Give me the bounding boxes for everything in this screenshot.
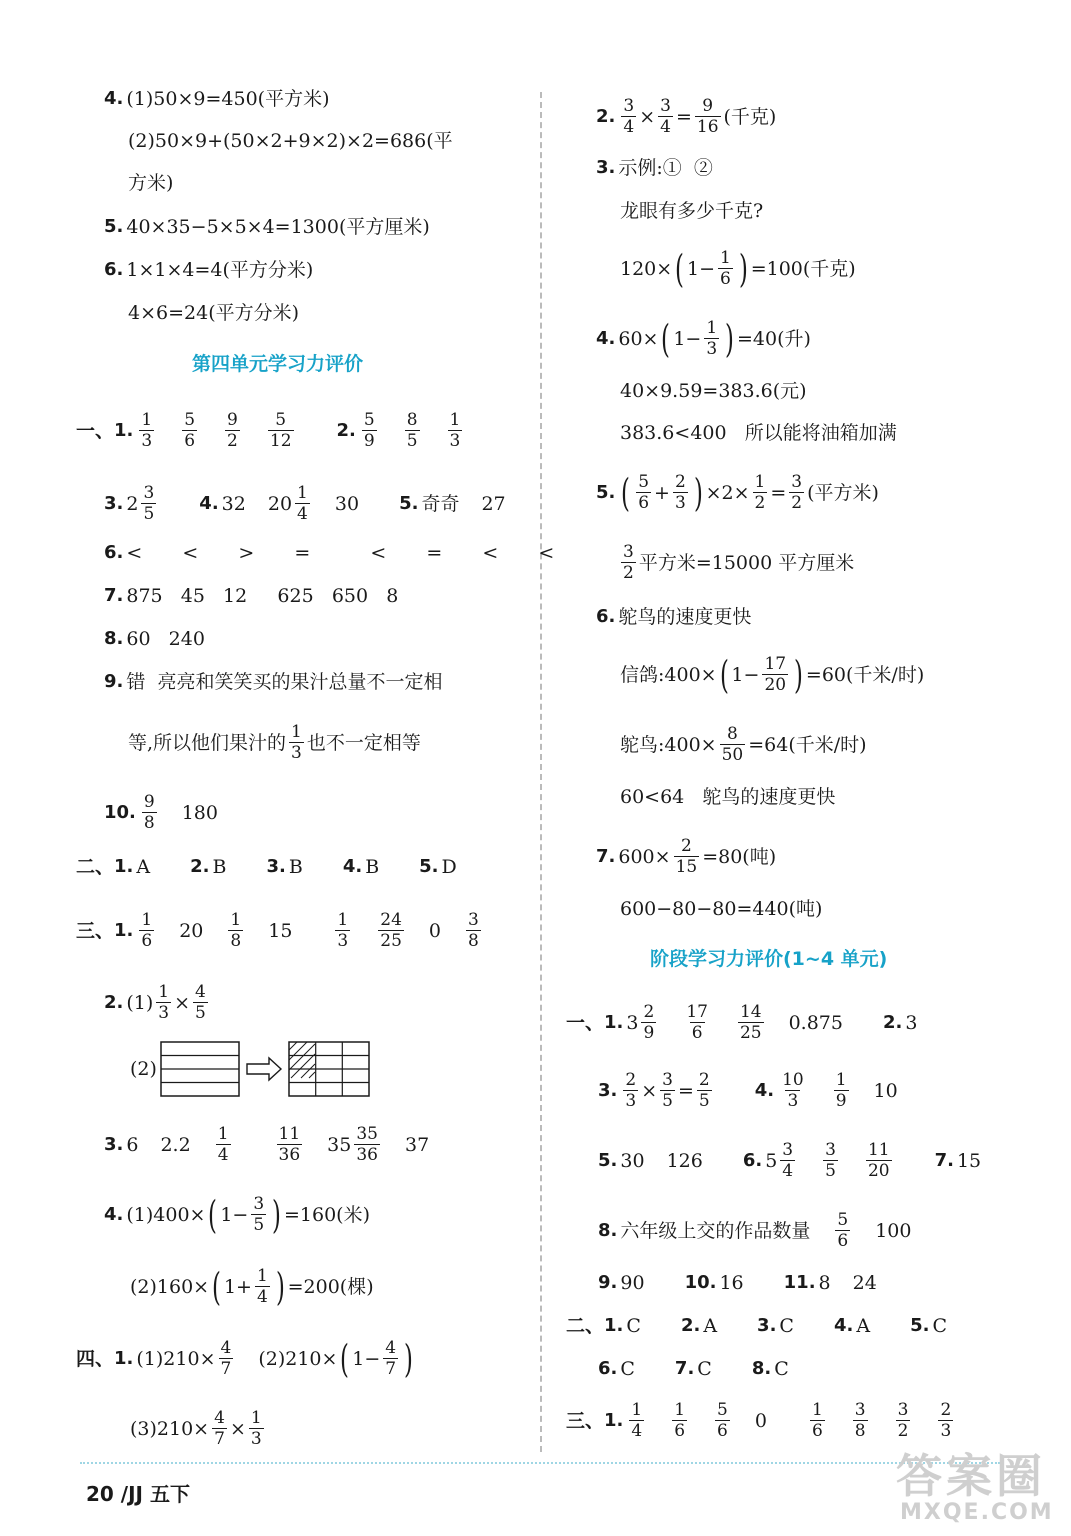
answer-text: 875 45 12 625 650 8 (126, 585, 399, 607)
fraction: $\frac{3}{8}$ (467, 910, 479, 951)
answer-text: 平方米=15000 平方厘米 (638, 551, 855, 574)
section-number: 一、 (76, 419, 115, 442)
item-number: 1. (114, 856, 134, 877)
answer-text: 1×1×4=4(平方分米) (126, 259, 314, 281)
fraction: $\frac{2}{3}$ (674, 472, 686, 513)
fraction: $\frac{5}{6}$ (717, 1400, 728, 1441)
answer-text: 126 (666, 1149, 703, 1172)
answer-text: 37 (404, 1133, 430, 1156)
item-number: 1. (114, 419, 134, 441)
item-number: 8. (104, 628, 124, 649)
answer-text: 1− (731, 663, 760, 686)
item-number: 8. (751, 1358, 772, 1379)
item-number: 6. (742, 1149, 763, 1171)
item-number: 7. (596, 845, 616, 867)
right-s3-q1 (566, 1400, 956, 1441)
item-number: 2. (336, 419, 356, 441)
answer-text: 60× (618, 327, 659, 350)
right-q2: 2. $\frac{3}{4}$ × $\frac{3}{4}$ = $\frac{9}{16}$ (千克) (596, 96, 777, 137)
answer-text: 3 (905, 1011, 918, 1034)
section-number: 二、 (76, 856, 115, 878)
section-heading-stage: 阶段学习力评价(1~4 单元) (650, 948, 888, 970)
answer-text: C (626, 1315, 641, 1337)
fraction: $\frac{3}{5}$ (662, 1070, 673, 1111)
fraction: $\frac{1}{4}$ (297, 483, 308, 524)
answer-text: 2 (126, 492, 139, 515)
answer-text: 35 (327, 1133, 352, 1156)
left-q4-line2 (128, 128, 453, 154)
fraction: $\frac{9}{16}$ (696, 96, 719, 137)
answer-text: B (212, 856, 227, 878)
fraction: $\frac{1}{3}$ (291, 722, 302, 763)
answer-text: 0.875 (788, 1011, 843, 1034)
watermark-logo (896, 1440, 1054, 1525)
answer-text: A (856, 1315, 871, 1337)
watermark-url: MXQE.COM (900, 1500, 1054, 1525)
answer-text: 1− (220, 1203, 249, 1226)
answer-text: 六年级上交的作品数量 (620, 1219, 811, 1242)
item-number: 6. (104, 259, 124, 280)
left-s1-q8 (104, 626, 205, 652)
answer-text: =80(吨) (702, 845, 777, 868)
item-number: 4. (342, 856, 363, 877)
item-number: 7. (674, 1358, 695, 1379)
answer-text: 示例:① ② (618, 157, 713, 179)
right-q3-line3: 120× ( 1− $\frac{1}{6}$ ) =100(千克) (620, 246, 856, 291)
fraction: $\frac{1}{3}$ (449, 410, 461, 451)
fraction: $\frac{24}{25}$ (380, 910, 402, 951)
left-s3-q4a: 4. (1)400× ( 1− $\frac{3}{5}$ ) =160(米) (104, 1192, 370, 1237)
item-number: 3. (104, 1133, 124, 1155)
item-number: 2. (680, 1315, 701, 1336)
fraction: $\frac{17}{20}$ (764, 654, 787, 695)
section-heading-unit4: 第四单元学习力评价 (192, 353, 364, 375)
answer-text: 40×9.59=383.6(元) (620, 380, 807, 402)
column-divider (540, 92, 542, 1452)
answer-text: 10 (873, 1079, 898, 1102)
left-s1-q1 (76, 410, 465, 451)
item-number: 1. (114, 919, 134, 941)
item-number: 7. (104, 585, 124, 606)
fraction: $\frac{1}{4}$ (256, 1266, 268, 1307)
item-number: 4. (199, 492, 219, 514)
fraction: $\frac{5}{12}$ (269, 410, 292, 451)
fraction: $\frac{2}{15}$ (675, 836, 698, 877)
fraction: $\frac{5}{9}$ (363, 410, 375, 451)
fraction: $\frac{3}{4}$ (782, 1140, 794, 1181)
answer-text: (1)210× (136, 1347, 216, 1370)
fraction: $\frac{3}{8}$ (854, 1400, 866, 1441)
left-s3-q3 (104, 1124, 429, 1165)
section-number: 一、 (566, 1011, 605, 1034)
answer-text: 鸵鸟的速度更快 (618, 606, 752, 628)
section-number: 二、 (566, 1315, 605, 1337)
right-s2-row1 (566, 1313, 947, 1339)
answer-text: 1− (352, 1347, 381, 1370)
fraction: $\frac{4}{7}$ (220, 1338, 232, 1379)
fraction: $\frac{17}{6}$ (686, 1002, 708, 1043)
fraction: $\frac{1}{8}$ (230, 910, 242, 951)
footer-rule (80, 1462, 1000, 1464)
fraction: $\frac{4}{5}$ (195, 982, 206, 1023)
answer-text: 15 (956, 1149, 982, 1172)
fraction: $\frac{10}{3}$ (782, 1070, 804, 1111)
fraction: $\frac{9}{8}$ (143, 792, 155, 833)
item-number: 4. (104, 88, 124, 109)
right-q4: 4. 60× ( 1− $\frac{1}{3}$ ) =40(升) (596, 316, 811, 361)
answer-text: 600−80−80=440(吨) (620, 898, 823, 920)
fraction: $\frac{2}{3}$ (940, 1400, 952, 1441)
answer-text: 0 (428, 919, 441, 942)
right-q5-line2 (618, 542, 854, 583)
right-q3-line2 (620, 198, 763, 224)
right-q4-line3 (620, 420, 897, 446)
fraction: $\frac{8}{50}$ (721, 724, 744, 765)
fraction: $\frac{1}{6}$ (141, 910, 153, 951)
answer-text: 龙眼有多少千克? (620, 200, 764, 222)
item-number: 5. (910, 1315, 930, 1336)
answer-text: 3 (626, 1011, 639, 1034)
right-s1-q1 (566, 1002, 917, 1043)
left-s4-q1c (130, 1408, 267, 1449)
answer-text: 1+ (223, 1275, 252, 1298)
fraction: $\frac{3}{5}$ (143, 483, 155, 524)
item-number: 1. (604, 1315, 624, 1336)
item-number: 1. (604, 1011, 624, 1033)
item-number: 3. (104, 492, 124, 514)
answer-text: =60(千米/时) (805, 663, 925, 686)
answer-text: 等,所以他们果汁的 (128, 731, 287, 754)
item-number: 4. (833, 1315, 854, 1336)
item-number: 6. (104, 542, 124, 563)
answer-text: C (779, 1315, 794, 1337)
answer-text: (2)210× (258, 1347, 338, 1370)
answer-text: 信鸽:400× (620, 663, 717, 686)
fraction: $\frac{2}{3}$ (625, 1070, 637, 1111)
fraction: $\frac{2}{5}$ (698, 1070, 710, 1111)
answer-text: (3)210× (130, 1417, 210, 1440)
answer-text: A (703, 1315, 718, 1337)
fraction: $\frac{4}{7}$ (214, 1408, 225, 1449)
answer-text: B (365, 856, 380, 878)
answer-text: × (229, 1417, 246, 1440)
answer-text: 16 (719, 1272, 744, 1294)
fraction: $\frac{1}{3}$ (250, 1408, 262, 1449)
answer-text: =100(千克) (750, 257, 856, 280)
right-q3 (596, 155, 713, 181)
right-q7 (596, 836, 776, 877)
answer-text: (1)400× (126, 1203, 206, 1226)
fraction: $\frac{4}{7}$ (385, 1338, 397, 1379)
answer-text: 5 (765, 1149, 778, 1172)
item-number: 3. (757, 1315, 777, 1336)
answer-text: 奇奇 (421, 492, 460, 515)
fraction: $\frac{8}{5}$ (406, 410, 418, 451)
left-q4-line1 (104, 86, 329, 112)
left-s1-q7 (104, 583, 398, 609)
answer-text: 180 (181, 801, 218, 824)
left-s1-q9-line2 (128, 722, 421, 763)
answer-text: 24 (852, 1272, 877, 1294)
answer-text: =160(米) (283, 1203, 370, 1226)
answer-text: 40×35−5×5×4=1300(平方厘米) (126, 216, 430, 238)
item-number: 5. (596, 481, 616, 503)
answer-text: 1− (673, 327, 702, 350)
answer-text: 1− (687, 257, 716, 280)
left-s2 (76, 854, 457, 880)
answer-text: (1)50×9=450(平方米) (126, 88, 330, 110)
answer-text: =64(千米/时) (748, 733, 867, 756)
item-number: 6. (598, 1358, 618, 1379)
fraction: $\frac{3}{2}$ (623, 542, 634, 583)
right-q6-line4 (620, 784, 835, 810)
fraction: $\frac{1}{9}$ (835, 1070, 847, 1111)
left-s1-q10 (104, 792, 218, 833)
item-number: 5. (399, 492, 419, 514)
answer-text: 也不一定相等 (306, 731, 421, 754)
answer-text: A (136, 856, 151, 878)
fraction: $\frac{11}{20}$ (867, 1140, 890, 1181)
item-number: 3. (598, 1079, 618, 1101)
section-number: 四、 (76, 1347, 115, 1370)
answer-text: C (774, 1358, 789, 1380)
answer-text: (1) (126, 991, 154, 1014)
fraction: $\frac{1}{4}$ (217, 1124, 229, 1165)
item-number: 2. (190, 856, 210, 877)
fraction: $\frac{1}{2}$ (754, 472, 766, 513)
answer-text: C (932, 1315, 947, 1337)
answer-text: 2.2 (160, 1133, 191, 1156)
item-number: 1. (604, 1409, 624, 1431)
item-number: 7. (934, 1149, 954, 1171)
fraction: $\frac{3}{4}$ (623, 96, 635, 137)
left-s1-q9 (104, 669, 442, 695)
answer-text: 15 (268, 919, 293, 942)
fraction: $\frac{1}{3}$ (158, 982, 170, 1023)
item-number: 2. (596, 105, 616, 127)
answer-text: (2) (130, 1058, 157, 1080)
answer-text: 27 (481, 492, 506, 515)
right-s1-q5-q7 (598, 1140, 981, 1181)
item-number: 5. (419, 856, 439, 877)
item-number: 1. (114, 1347, 134, 1369)
left-s3-q2-diagram (130, 1040, 399, 1098)
right-q6 (596, 604, 751, 630)
answer-text: D (441, 856, 457, 878)
answer-text: (千克) (723, 105, 777, 128)
section-number: 三、 (566, 1409, 605, 1432)
fraction: $\frac{5}{6}$ (837, 1210, 849, 1251)
fraction: $\frac{9}{2}$ (227, 410, 238, 451)
answer-text: 100 (875, 1219, 912, 1242)
answer-text: (平方米) (807, 481, 879, 504)
item-number: 9. (104, 671, 124, 692)
item-number: 4. (596, 327, 616, 349)
answer-text: 20 (179, 919, 204, 942)
fraction: $\frac{14}{25}$ (739, 1002, 762, 1043)
answer-text: C (620, 1358, 635, 1380)
right-s1-q8 (598, 1210, 911, 1251)
right-q7-line2 (620, 896, 822, 922)
section-number: 三、 (76, 919, 115, 942)
fraction: $\frac{3}{2}$ (791, 472, 803, 513)
fraction: $\frac{5}{6}$ (638, 472, 650, 513)
answer-text: 60<64 鸵鸟的速度更快 (620, 786, 836, 808)
answer-text: × (639, 105, 656, 128)
answer-text: 4×6=24(平方分米) (128, 302, 300, 324)
answer-text: + (654, 481, 670, 504)
answer-text: C (697, 1358, 712, 1380)
answer-text: 30 (620, 1149, 645, 1172)
fraction: $\frac{1}{6}$ (674, 1400, 686, 1441)
item-number: 4. (104, 1203, 124, 1225)
left-s3-q4b: (2)160× ( 1+ $\frac{1}{4}$ ) =200(棵) (130, 1264, 374, 1309)
answer-text: (2)160× (130, 1275, 210, 1298)
page-label: 20 /JJ 五下 (86, 1482, 190, 1506)
answer-text: ×2× (705, 481, 750, 504)
item-number: 10. (684, 1272, 717, 1293)
left-q5 (104, 214, 430, 240)
right-q4-line2 (620, 378, 807, 404)
left-s3-q2 (104, 982, 211, 1023)
watermark-text: 答案圈 (896, 1449, 1046, 1503)
left-q4-line3 (128, 170, 173, 196)
right-q6-line3 (620, 724, 867, 765)
answer-text: 20 (267, 492, 293, 515)
fraction: $\frac{5}{6}$ (184, 410, 196, 451)
item-number: 5. (598, 1149, 618, 1171)
answer-text: 60 240 (126, 628, 205, 650)
left-s4-q1: 四、 1. (1)210× $\frac{4}{7}$ (2)210× ( 1− $\frac{4}{7}$ ) (76, 1336, 413, 1381)
answer-text: × (174, 991, 191, 1014)
answer-text: =40(升) (736, 327, 811, 350)
fraction: $\frac{1}{4}$ (631, 1400, 643, 1441)
left-s3-q1 (76, 910, 484, 951)
answer-text: 32 (221, 492, 246, 515)
answer-text: 383.6<400 所以能将油箱加满 (620, 422, 897, 444)
fraction: $\frac{3}{4}$ (660, 96, 671, 137)
item-number: 4. (754, 1079, 775, 1101)
item-number: 2. (104, 991, 124, 1013)
answer-text: 0 (754, 1409, 767, 1432)
answer-text: 8 (818, 1272, 831, 1294)
answer-text: =200(棵) (287, 1275, 374, 1298)
right-s1-q9-q11 (598, 1270, 877, 1296)
item-number: 3. (596, 157, 616, 178)
fraction: $\frac{1}{3}$ (141, 410, 153, 451)
fraction: $\frac{1}{3}$ (706, 318, 718, 359)
answer-text: 方米) (128, 172, 174, 194)
fraction: $\frac{3}{5}$ (825, 1140, 836, 1181)
item-number: 3. (266, 856, 286, 877)
fraction: $\frac{1}{3}$ (337, 910, 349, 951)
answer-text: 120× (620, 257, 673, 280)
fraction: $\frac{1}{6}$ (811, 1400, 823, 1441)
answer-text: 90 (620, 1272, 645, 1294)
answer-text: 错 亮亮和笑笑买的果汁总量不一定相 (126, 671, 443, 693)
answer-text: 鸵鸟:400× (620, 733, 717, 756)
fraction: $\frac{1}{6}$ (720, 248, 731, 289)
answer-text: 6 (126, 1133, 139, 1156)
left-s1-q3-q5 (104, 483, 506, 524)
fraction: $\frac{11}{36}$ (278, 1124, 301, 1165)
fraction: $\frac{2}{9}$ (643, 1002, 655, 1043)
right-q6-line2: 信鸽:400× ( 1− $\frac{17}{20}$ ) =60(千米/时) (620, 652, 925, 697)
answer-text: 30 (334, 492, 360, 515)
answer-text: × (641, 1079, 658, 1102)
item-number: 5. (104, 216, 124, 237)
item-number: 8. (598, 1219, 618, 1241)
right-s2-row2 (598, 1356, 789, 1382)
right-s1-q3-q4: 3. $\frac{2}{3}$ × $\frac{3}{5}$ = $\frac{2}{5}$ 4. $\frac{10}{3}$ $\frac{1}{9}$ 10 (598, 1070, 898, 1111)
left-s1-q6 (104, 540, 554, 566)
answer-text: < < > = < = < < (126, 542, 555, 564)
left-q6 (104, 257, 313, 283)
item-number: 9. (598, 1272, 618, 1293)
fraction-diagram (159, 1040, 399, 1098)
item-number: 10. (104, 801, 136, 823)
fraction: $\frac{35}{36}$ (356, 1124, 378, 1165)
item-number: 6. (596, 606, 616, 627)
answer-text: 600× (618, 845, 671, 868)
right-q5: 5. ( $\frac{5}{6}$ + $\frac{2}{3}$ ) ×2× $\frac{1}{2}$ = $\frac{3}{2}$ (平方米) (596, 470, 879, 515)
item-number: 11. (783, 1272, 816, 1293)
fraction: $\frac{3}{5}$ (253, 1194, 265, 1235)
item-number: 2. (883, 1011, 903, 1033)
left-q6-line2 (128, 300, 299, 326)
fraction: $\frac{3}{2}$ (897, 1400, 909, 1441)
answer-text: (2)50×9+(50×2+9×2)×2=686(平 (128, 130, 453, 152)
answer-text: B (288, 856, 303, 878)
